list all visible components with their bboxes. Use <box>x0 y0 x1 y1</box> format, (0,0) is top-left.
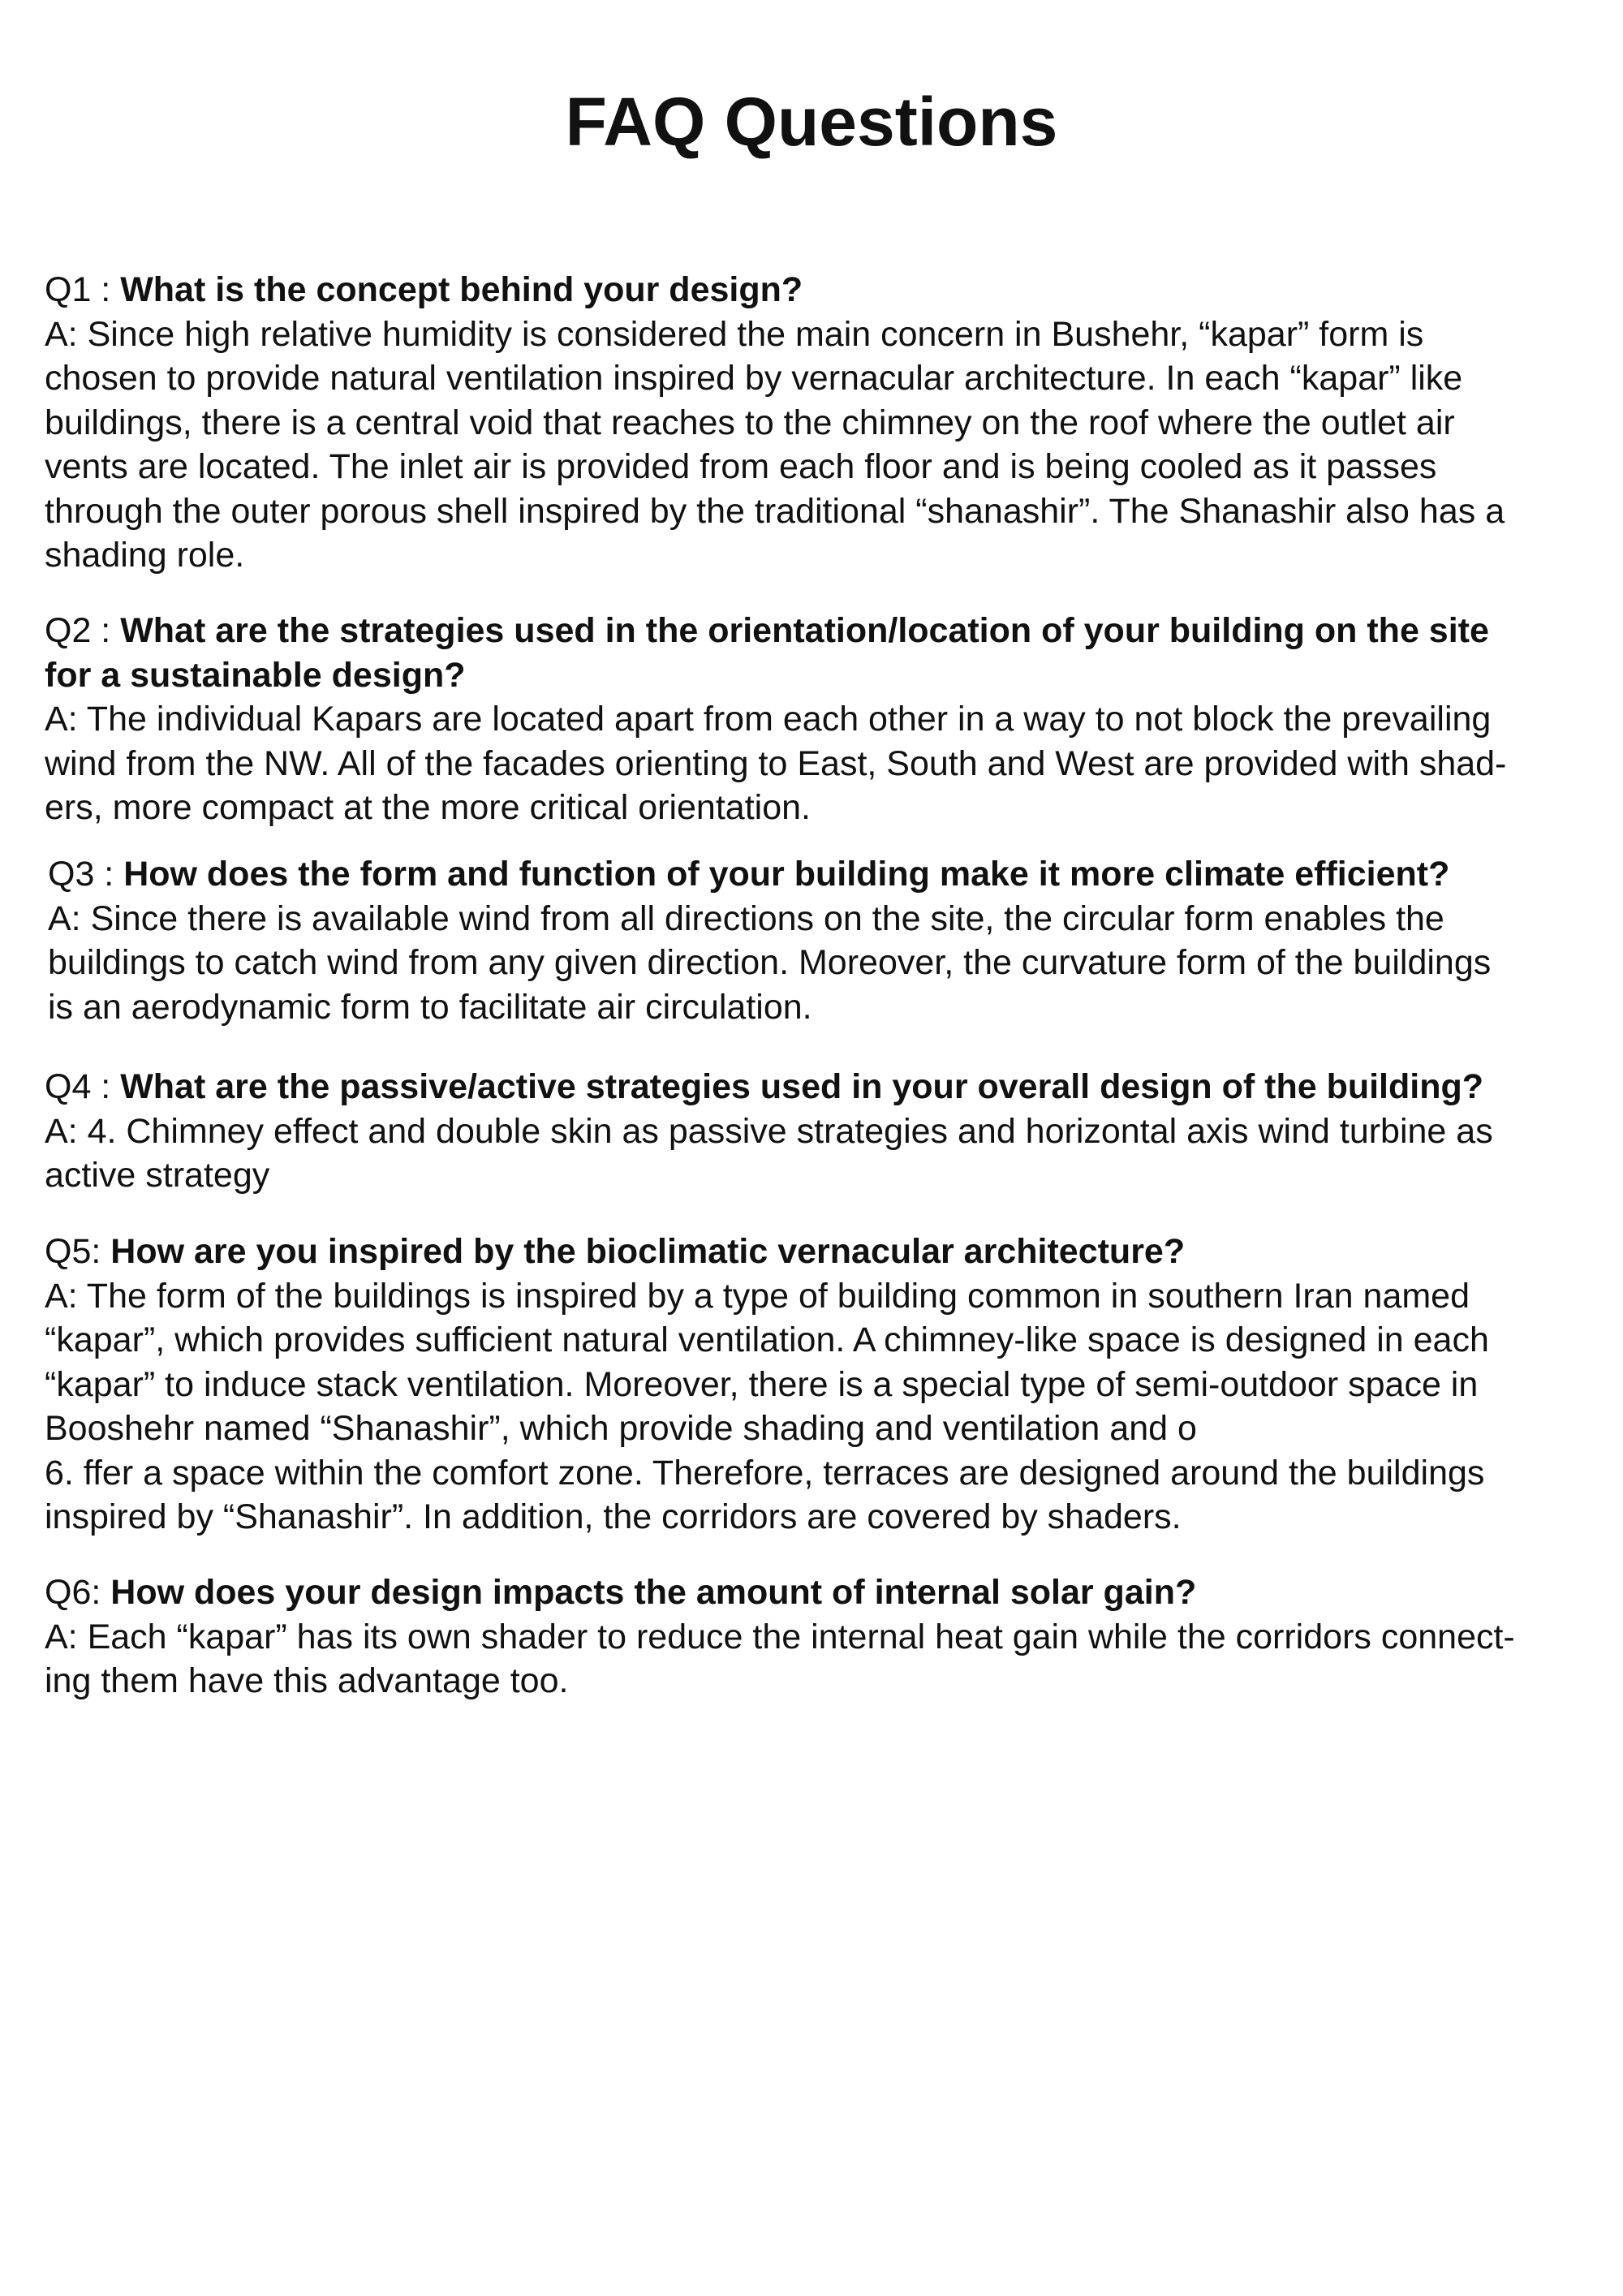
question-line <box>45 1230 1586 1274</box>
answer-line: ing them have this advantage too. <box>45 1661 569 1700</box>
question-label: Q6: <box>45 1573 111 1612</box>
answer-line: buildings, there is a central void that reaches to the chimney on the roof where the outlet air <box>45 403 1455 442</box>
question-label: Q2 : <box>45 611 121 650</box>
faq-item-6 <box>45 1570 1586 1704</box>
answer-line: “kapar” to induce stack ventilation. Moreover, there is a special type of semi-outdoor space in <box>45 1364 1479 1404</box>
answer-line: vents are located. The inlet air is provided from each floor and is being cooled as it passes <box>45 447 1437 486</box>
question-text: What is the concept behind your design? <box>120 270 803 309</box>
answer-line: is an aerodynamic form to facilitate air circulation. <box>48 987 812 1027</box>
answer-line: A: 4. Chimney effect and double skin as passive strategies and horizontal axis wind turbine as <box>45 1111 1493 1151</box>
answer-line: A: The form of the buildings is inspired by a type of building common in southern Iran named <box>45 1276 1470 1316</box>
question-text: How are you inspired by the bioclimatic vernacular architecture? <box>110 1232 1186 1271</box>
question-line <box>48 852 1590 897</box>
question-label: Q3 : <box>48 855 124 894</box>
question-line <box>45 1570 1586 1615</box>
answer-line: inspired by “Shanashir”. In addition, the corridors are covered by shaders. <box>45 1497 1182 1536</box>
question-text: What are the strategies used in the orientation/location of your building on the site <box>120 611 1489 650</box>
answer-line: Booshehr named “Shanashir”, which provide shading and ventilation and o <box>45 1409 1197 1448</box>
answer-line: A: The individual Kapars are located apart from each other in a way to not block the prevailing <box>45 700 1492 739</box>
question-label: Q4 : <box>45 1067 121 1106</box>
question-text: What are the passive/active strategies used in your overall design of the building? <box>120 1067 1484 1106</box>
answer-line: wind from the NW. All of the facades orienting to East, South and West are provided with shad- <box>45 743 1507 783</box>
question-label: Q1 : <box>45 270 121 309</box>
page-title: FAQ Questions <box>565 84 1058 160</box>
question-text: How does your design impacts the amount of internal solar gain? <box>110 1573 1197 1612</box>
answer-line: through the outer porous shell inspired by the traditional “shanashir”. The Shanashir also has a <box>45 491 1505 531</box>
faq-item-4 <box>45 1065 1586 1198</box>
answer-line: A: Since there is available wind from all directions on the site, the circular form enables the <box>48 898 1444 938</box>
answer-line: 6. ffer a space within the comfort zone. Therefore, terraces are designed around the buildings <box>45 1453 1485 1493</box>
faq-item-1 <box>45 268 1586 578</box>
answer-line: chosen to provide natural ventilation inspired by vernacular architecture. In each “kapar” like <box>45 359 1463 398</box>
faq-item-2 <box>45 609 1586 830</box>
answer-line: ers, more compact at the more critical orientation. <box>45 788 811 827</box>
question-line <box>45 1065 1586 1109</box>
faq-item-3 <box>48 852 1590 1029</box>
faq-item-5 <box>45 1230 1586 1540</box>
answer-line: A: Since high relative humidity is considered the main concern in Bushehr, “kapar” form is <box>45 314 1424 354</box>
answer-line: buildings to catch wind from any given direction. Moreover, the curvature form of the buildings <box>48 943 1492 982</box>
question-line <box>45 609 1586 653</box>
question-text-continued: for a sustainable design? <box>45 655 466 695</box>
answer-line: shading role. <box>45 536 245 575</box>
answer-line: A: Each “kapar” has its own shader to reduce the internal heat gain while the corridors connect- <box>45 1617 1515 1656</box>
answer-line: “kapar”, which provides sufficient natural ventilation. A chimney-like space is designed in each <box>45 1320 1489 1359</box>
answer-line: active strategy <box>45 1156 270 1195</box>
question-text: How does the form and function of your building make it more climate efficient? <box>123 855 1450 894</box>
question-label: Q5: <box>45 1232 111 1271</box>
question-line <box>45 268 1586 312</box>
